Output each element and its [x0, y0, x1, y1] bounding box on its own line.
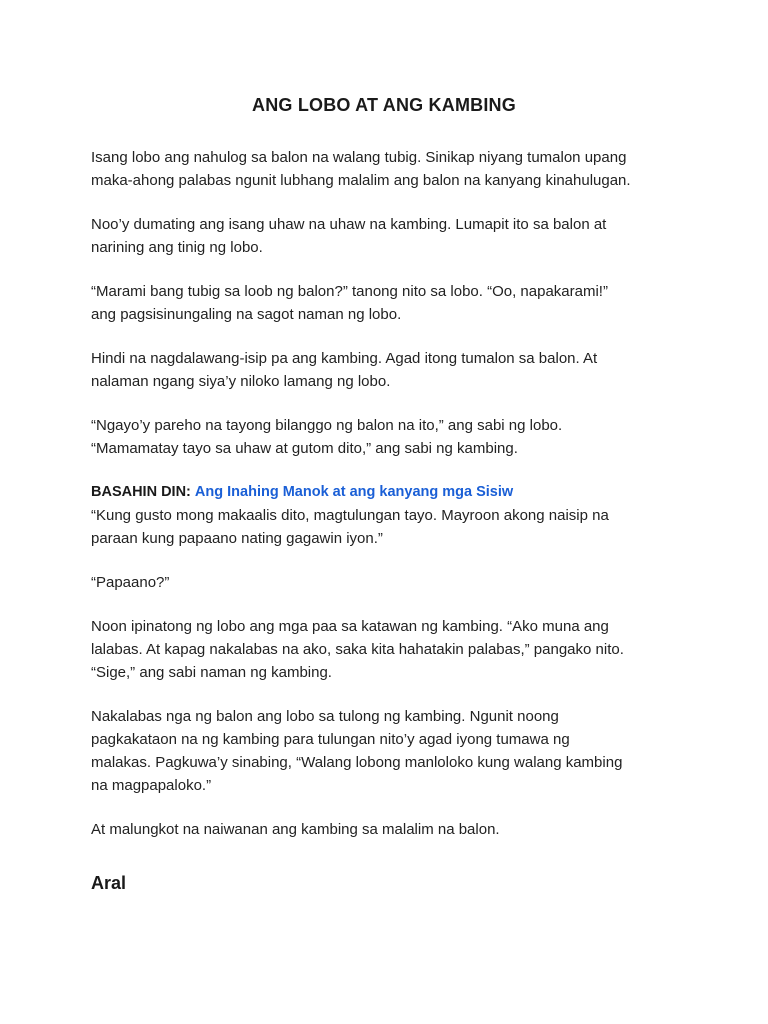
related-label: BASAHIN DIN: — [91, 484, 191, 500]
paragraph-line: “Kung gusto mong makaalis dito, magtulungan tayo. Mayroon akong naisip na — [91, 507, 609, 524]
paragraph-line: Hindi na nagdalawang-isip pa ang kambing. Agad itong tumalon sa balon. At — [91, 350, 598, 367]
paragraph-line: na magpapaloko.” — [91, 777, 212, 794]
paragraph-5 — [91, 414, 711, 460]
related-article-link[interactable]: Ang Inahing Manok at ang kanyang mga Sisiw — [194, 484, 514, 500]
paragraph-line: “Marami bang tubig sa loob ng balon?” tanong nito sa lobo. “Oo, napakarami!” — [91, 283, 608, 300]
section-heading: Aral — [91, 873, 127, 893]
paragraph-line: lalabas. At kapag nakalabas na ako, saka kita hahatakin palabas,” pangako nito. — [91, 641, 624, 658]
paragraph-2 — [91, 213, 711, 259]
paragraph-line: nalaman ngang siya’y niloko lamang ng lobo. — [91, 373, 391, 390]
paragraph-line: Noo’y dumating ang isang uhaw na uhaw na kambing. Lumapit ito sa balon at — [91, 216, 607, 233]
paragraph-1 — [91, 146, 711, 192]
paragraph-4 — [91, 347, 711, 393]
story-body — [91, 146, 711, 862]
paragraph-7 — [91, 571, 711, 594]
paragraph-line: Noon ipinatong ng lobo ang mga paa sa katawan ng kambing. “Ako muna ang — [91, 618, 609, 635]
paragraph-6 — [91, 504, 711, 550]
paragraph-line: “Sige,” ang sabi naman ng kambing. — [91, 664, 332, 681]
paragraph-line: maka-ahong palabas ngunit lubhang malalim ang balon na kanyang kinahulugan. — [91, 172, 631, 189]
paragraph-line: paraan kung papaano nating gagawin iyon.” — [91, 530, 383, 547]
paragraph-line: “Papaano?” — [91, 574, 170, 591]
paragraph-3 — [91, 280, 711, 326]
paragraph-8 — [91, 615, 711, 684]
paragraph-line: malakas. Pagkuwa’y sinabing, “Walang lobong manloloko kung walang kambing — [91, 754, 623, 771]
related-article — [91, 481, 711, 504]
document-title: ANG LOBO AT ANG KAMBING — [252, 95, 516, 115]
paragraph-line: “Mamamatay tayo sa uhaw at gutom dito,” ang sabi ng kambing. — [91, 440, 518, 457]
paragraph-10 — [91, 818, 711, 841]
paragraph-line: Isang lobo ang nahulog sa balon na walang tubig. Sinikap niyang tumalon upang — [91, 149, 627, 166]
paragraph-line: narining ang tinig ng lobo. — [91, 239, 263, 256]
paragraph-line: At malungkot na naiwanan ang kambing sa malalim na balon. — [91, 821, 500, 838]
paragraph-line: “Ngayo’y pareho na tayong bilanggo ng balon na ito,” ang sabi ng lobo. — [91, 417, 563, 434]
paragraph-line: Nakalabas nga ng balon ang lobo sa tulong ng kambing. Ngunit noong — [91, 708, 559, 725]
paragraph-9 — [91, 705, 711, 797]
paragraph-line: ang pagsisinungaling na sagot naman ng lobo. — [91, 306, 402, 323]
paragraph-line: pagkakataon na ng kambing para tulungan nito’y agad iyong tumawa ng — [91, 731, 570, 748]
